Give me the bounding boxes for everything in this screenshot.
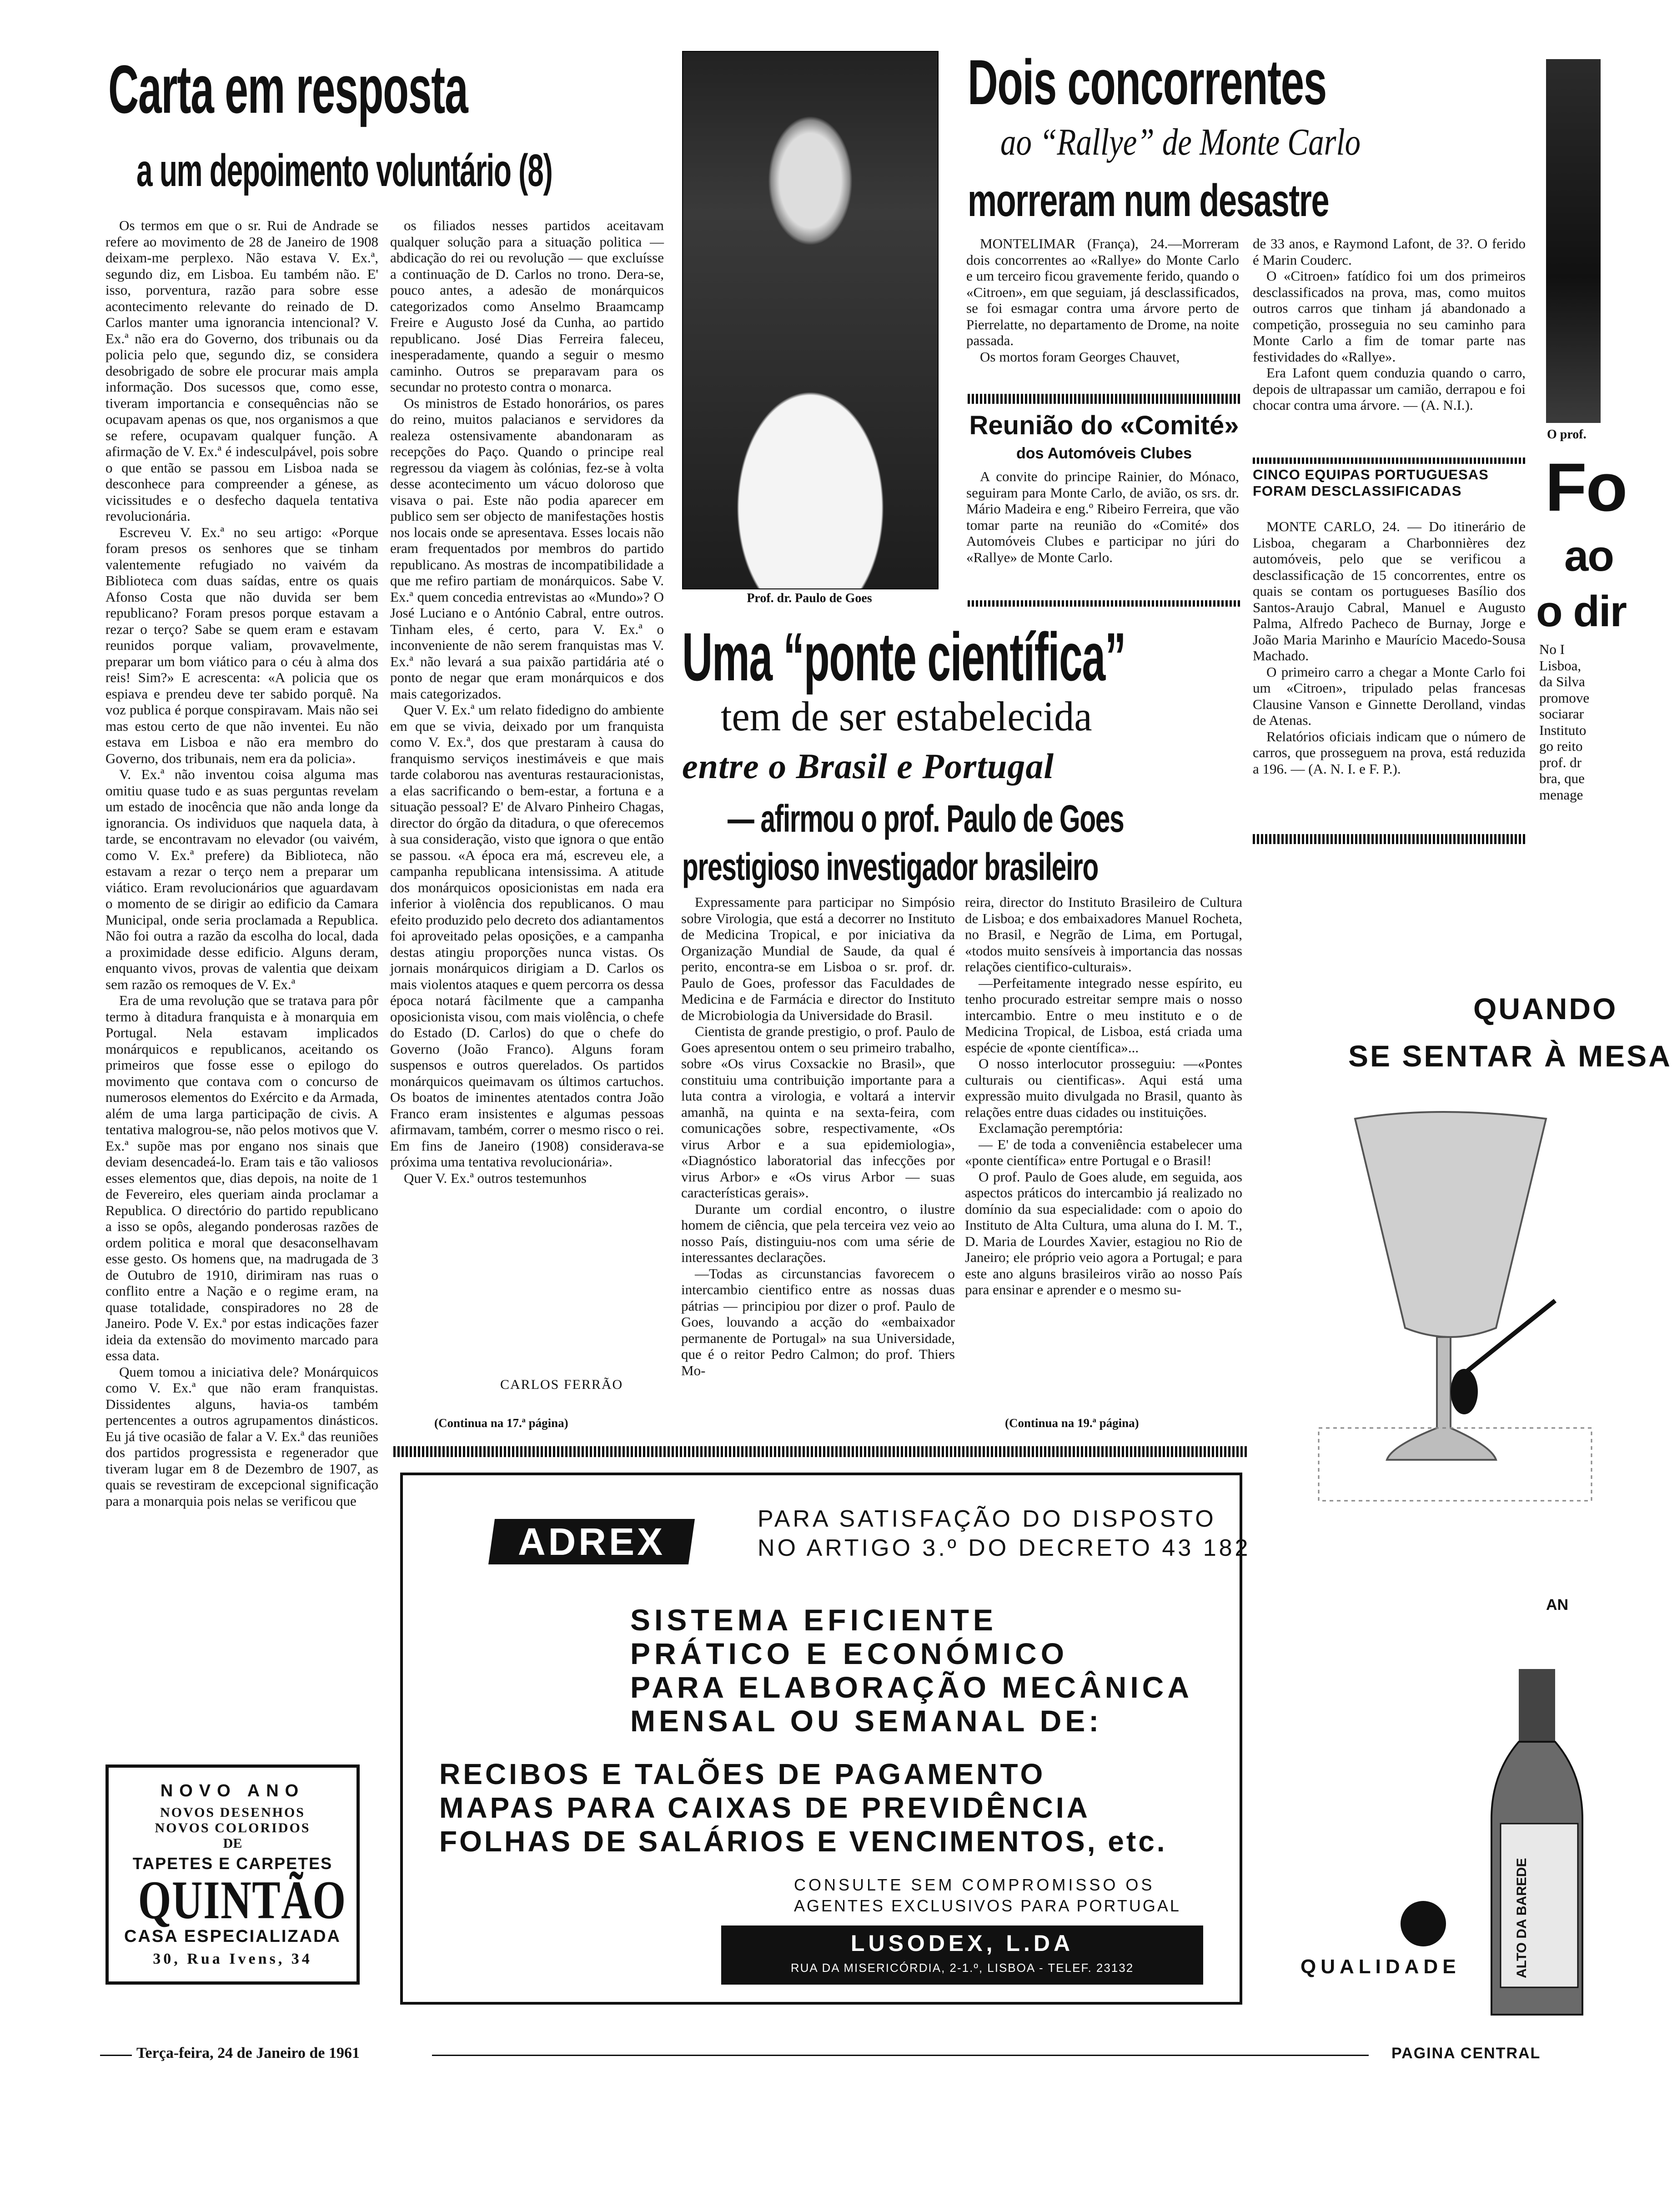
edge-ad-bottle-label-box xyxy=(1514,1828,1532,1978)
article1-title: Carta em resposta xyxy=(108,51,468,127)
edge-ad-mesa: SE SENTAR À MESA xyxy=(1348,1039,1672,1073)
article2-col2 xyxy=(1253,236,1526,454)
article1-author: CARLOS FERRÃO xyxy=(500,1377,623,1392)
ad-quintao-line: CASA ESPECIALIZADA xyxy=(124,1927,341,1946)
edge-text-line: da Silva xyxy=(1539,674,1585,689)
article2-title2-box xyxy=(968,175,1491,229)
article2-sub1-body xyxy=(966,468,1239,587)
ad-adrex xyxy=(400,1473,1251,2005)
edge-caption: O prof. xyxy=(1547,427,1587,442)
article1-title-box xyxy=(108,50,631,132)
edge-text-line: promove xyxy=(1539,689,1590,706)
paragraph: —Perfeitamente integrado nesse espírito, eu tenho procurado estreitar sempre mais o nosso intercambio. Entre o meu instituto e o de Medicina Tropical, de Lisboa, está criada uma espécie de «ponte científica»... xyxy=(965,975,1242,1056)
paragraph: Exclamação peremptória: xyxy=(979,1120,1123,1136)
edge-text-line: bra, que xyxy=(1539,770,1585,786)
paragraph: Os mortos foram Georges Chauvet, xyxy=(980,348,1180,365)
paragraph: —Todas as circunstancias favorecem o intercambio cientifico entre as nossas duas pátrias — principiou por dizer o prof. Paulo de Goes, louvando a acção do «embaixador permanente de Portugal» na sua Universidade, que é o reitor Pedro Calmon; do prof. Thiers Mo- xyxy=(681,1265,955,1378)
edge-text xyxy=(1539,641,1601,819)
footer-rule xyxy=(100,2055,132,2056)
adrex-decree-line1: PARA SATISFAÇÃO DO DISPOSTO xyxy=(758,1506,1216,1532)
rule-divider xyxy=(393,1446,1248,1457)
adrex-item: RECIBOS E TALÕES DE PAGAMENTO xyxy=(439,1758,1046,1790)
glass-stem xyxy=(1387,1337,1496,1460)
article1-col2 xyxy=(390,217,664,1375)
article2-subtitle-box xyxy=(1000,120,1523,170)
paragraph: Quer V. Ex.ª um relato fidedigno do ambiente em que se vivia, deixado por um franquista como V. Ex.ª, dos que prestaram à causa do franquismo serviços inestimáveis e que mais tarde colaborou nas aventuras restauracionistas, a elas sacrificando o bem-estar, a fortuna e a situação pessoal? E' de Alvaro Pinheiro Chagas, director do órgão da ditadura, o que oferecemos à sua consideração, visto que ignora o que então se passou. «A época era má, escreveu ele, a campanha republicana intensissima. A atitude dos monárquicos oposicionistas em nada era inferior à violência dos republicanos. O mau efeito produzido pelo decreto dos adiantamentos foi aproveitado pelas oposições, e a campanha destas atingiu proporções nunca vistas. Os jornais monárquicos dirigiam a D. Carlos os mais violentos ataques e quem percorra os dessa época notará fàcilmente que a campanha oposicionista visou, com mais violência, o chefe do Estado (D. Carlos) do que o chefe do Governo (João Franco). Alguns foram suspensos e outros querelados. Os partidos monárquicos queimavam os últimos cartuchos. Os boatos de iminentes atentados contra João Franco eram insistentes e algumas pessoas afirmavam, também, correr o mesmo risco o rei. Em fins de Janeiro (1908) considerava-se próxima uma tentativa revolucionária». xyxy=(390,702,664,1170)
article3-title: Uma “ponte científica” xyxy=(682,618,1126,695)
ad-quintao-line: NOVO ANO xyxy=(160,1781,305,1800)
article2-title: Dois concorrentes xyxy=(968,46,1326,118)
edge-ad-bottle-label: ALTO DA BAREDE xyxy=(1514,1858,1529,1978)
paragraph: Quer V. Ex.ª outros testemunhos xyxy=(404,1170,587,1186)
edge-photo xyxy=(1546,59,1601,423)
footer-page: PAGINA CENTRAL xyxy=(1391,2045,1541,2062)
ad-quintao-brand: QUINTÃO xyxy=(138,1870,346,1930)
spoon-icon xyxy=(1451,1369,1478,1414)
edge-big-2: ao xyxy=(1564,532,1614,580)
paragraph: Era Lafont quem conduzia quando o carro, depois de ultrapassar um camião, derrapou e foi chocar contra uma árvore. — (A. N.I.). xyxy=(1253,365,1526,413)
photo-paulo-de-goes xyxy=(682,51,939,589)
bottle-label xyxy=(1501,1824,1578,1987)
adrex-agent-address: RUA DA MISERICÓRDIA, 2-1.º, LISBOA - TELEF. 23132 xyxy=(790,1961,1134,1975)
article3-line2: tem de ser estabelecida xyxy=(721,693,1092,739)
paragraph: Expressamente para participar no Simpósio sobre Virologia, que está a decorrer no Instituto de Medicina Tropical, e por iniciativa da Organização Mundial de Saude, da qual é perito, encontra-se em Lisboa o sr. prof. dr. Paulo de Goes, professor das Faculdades de Medicina e de Farmácia e director do Instituto de Microbiologia da Universidade do Brasil. xyxy=(681,894,955,1023)
adrex-consult-line2: AGENTES EXCLUSIVOS PARA PORTUGAL xyxy=(794,1896,1181,1915)
adrex-system-line: PARA ELABORAÇÃO MECÂNICA xyxy=(630,1670,1193,1704)
article1-continued: (Continua na 17.ª página) xyxy=(434,1416,568,1430)
edge-text-line: prof. dr xyxy=(1539,754,1582,770)
edge-ad-qualidade: QUALIDADE xyxy=(1300,1956,1461,1978)
edge-text-line: go reito xyxy=(1539,738,1583,754)
edge-text-line: menage xyxy=(1539,786,1583,803)
rule-divider xyxy=(1253,457,1526,464)
paragraph: reira, director do Instituto Brasileiro de Cultura de Lisboa; e dos embaixadores Manuel Rocheta, no Brasil, e Negrão de Lima, em Portugal, «todos muito sensíveis à importancia das nossas relações cientifico-culturais». xyxy=(965,894,1242,975)
article3-col1 xyxy=(681,894,955,1403)
paragraph: — E' de toda a conveniência estabelecer uma «ponte científica» entre Portugal e o Brasil! xyxy=(965,1136,1242,1168)
edge-ad-bottle-illustration xyxy=(1473,1669,1601,2024)
ad-quintao-line: NOVOS DESENHOS xyxy=(160,1805,305,1820)
footer-rule xyxy=(432,2055,1369,2056)
rule-divider xyxy=(968,394,1240,404)
article3-title-box xyxy=(682,618,1246,695)
article3-line3-box xyxy=(682,746,1228,791)
article1-col1 xyxy=(105,217,378,1720)
article3-line4: — afirmou o prof. Paulo de Goes xyxy=(728,797,1124,840)
adrex-item: MAPAS PARA CAIXAS DE PREVIDÊNCIA xyxy=(439,1791,1090,1824)
article2-subtitle: ao “Rallye” de Monte Carlo xyxy=(1000,121,1361,163)
adrex-agent: LUSODEX, L.DA xyxy=(850,1930,1074,1956)
ad-quintao-line: DE xyxy=(223,1836,242,1851)
paragraph: Durante um cordial encontro, o ilustre homem de ciência, que pela terceira vez veio ao nosso País, distinguiu-nos com uma série de interessantes declarações. xyxy=(681,1201,955,1265)
paragraph: de 33 anos, e Raymond Lafont, de 3?. O ferido é Marin Couderc. xyxy=(1253,236,1526,268)
ad-quintao-brand-box xyxy=(109,1870,356,1930)
paragraph: Relatórios oficiais indicam que o número de carros, que prosseguem na prova, está reduzida a 196. — (A. N. I. e F. P.). xyxy=(1253,728,1526,777)
quality-seal-icon xyxy=(1401,1901,1446,1946)
article3-line3: entre o Brasil e Portugal xyxy=(682,746,1054,786)
adrex-agent-box xyxy=(721,1925,1203,1985)
article2-sub2-body xyxy=(1253,518,1526,828)
ad-quintao-line: TAPETES E CARPETES xyxy=(132,1854,333,1873)
article2-title-box xyxy=(968,45,1491,118)
paragraph: Quem tomou a iniciativa dele? Monárquicos como V. Ex.ª que não eram franquistas. Dissidentes alguns, havia-os também pertencentes a outros agrupamentos dinásticos. Eu já tive ocasião de falar a V. Ex.ª das reuniões dos partidos progressista e regenerador que tiveram lugar em 8 de Dezembro de 1907, as quais se revestiram de excepcional significação para a monarquia pois nelas se verificou que xyxy=(105,1363,378,1509)
article2-col1 xyxy=(966,236,1239,386)
edge-ad-quando: QUANDO xyxy=(1473,992,1618,1026)
paragraph: MONTE CARLO, 24. — Do itinerário de Lisboa, chegaram a Charbonnières dez automóveis, pelo que se verificou a desclassificação de 15 concorrentes, entre os quais se contam os portugueses Basílio dos Santos-Araujo Cabral, Manuel e Augusto Palma, Alfredo Pacheco de Burnay, Jorge e João Maria Marinho e Maurício Macedo-Sousa Machado. xyxy=(1253,518,1526,664)
paragraph: O nosso interlocutor prosseguiu: —«Pontes culturais ou cientificas». Aqui está uma expressão muito divulgada no Brasil, quanto às relações entre duas cidades ou instituições. xyxy=(965,1056,1242,1120)
edge-big-1: Fo xyxy=(1545,449,1627,525)
ad-quintao-line: NOVOS COLORIDOS xyxy=(155,1820,311,1835)
edge-text-line: No I xyxy=(1539,641,1565,657)
article3-line5-box xyxy=(682,845,1228,890)
ad-quintao-address: 30, Rua Ivens, 34 xyxy=(153,1951,312,1967)
edge-ad-an: AN xyxy=(1546,1596,1569,1614)
ad-quintao xyxy=(105,1765,360,1985)
adrex-consult-line1: CONSULTE SEM COMPROMISSO OS xyxy=(794,1875,1155,1894)
article2-sub2-title: CINCO EQUIPAS PORTUGUESAS FORAM DESCLASSIFICADAS xyxy=(1253,467,1489,499)
edge-text-line: Instituto xyxy=(1539,722,1587,738)
adrex-system-line: MENSAL OU SEMANAL DE: xyxy=(630,1704,1103,1738)
paragraph: Escreveu V. Ex.ª no seu artigo: «Porque foram presos os senhores que se tinham valentemente refugiado no vaivém da Biblioteca com duas saídas, entre os quais Afonso Costa que não duvida ser bem republicano? Foram presos porque estavam a rezar o terço? Sabe se quem eram e estavam reunidos porque valiam, provavelmente, preparar um bom viático para o céu à alma dos reis! Sim?» E acrescenta: «A policia que os espiava e prendeu deve ter sabido porquê. Na voz publica é porque conspiravam. Mais não sei mas estou certo de que não inventei. Eu não estava em Lisboa e não era membro do Governo, dos tribunais, nem era da policia». xyxy=(105,524,378,766)
rule-divider xyxy=(1253,834,1526,844)
paragraph: Os ministros de Estado honorários, os pares do reino, muitos palacianos e servidores da realeza ostensivamente abandonaram as recepções do Paço. Quando o principe real regressou da viagem às colónias, fez-se à volta desse acontecimento um vácuo doloroso que visava o pai. Este não podia aparecer em publico sem ser objecto de manifestações hostis nos locais onde se apresentava. Esses locais não eram frequentados por membros do partido republicano. As mostras de incompatibilidade a que me refiro partiam de monárquicos. Sabe V. Ex.ª quem concedia entrevistas ao «Mundo»? O José Luciano e o António Cabral, entre outros. Tinham eles, é certo, para V. Ex.ª o inconveniente de não serem franquistas mas V. Ex.ª não levará a sua paixão partidária até o ponto de negar que eram monárquicos e dos mais categorizados. xyxy=(390,395,664,702)
rule-divider xyxy=(968,600,1240,607)
edge-text-line: sociarar xyxy=(1539,706,1584,722)
paragraph: Cientista de grande prestigio, o prof. Paulo de Goes apresentou ontem o seu primeiro trabalho, sobre «Os virus Coxsackie no Brasil», que constituiu uma contribuição importante para a luta contra a virologia, e voltará a intervir amanhã, na quinta e na sexta-feira, com comunicações sobre, respectivamente, «Os virus Arbor e a sua epidemiologia», «Diagnóstico laboratorial das infecções por virus Arbor» e «Os virus Arbor — suas características gerais». xyxy=(681,1023,955,1201)
article2-sub1-title: Reunião do «Comité» xyxy=(969,411,1239,440)
paragraph: MONTELIMAR (França), 24.—Morreram dois concorrentes ao «Rallye» do Monte Carlo e um terceiro ficou gravemente ferido, quando o «Citroen», em que seguiam, já desclassificados, se foi esmagar contra uma árvore perto de Pierrelatte, no departamento de Drome, na noite passada. xyxy=(966,236,1239,348)
article3-line4-box xyxy=(728,797,1273,842)
photo-caption: Prof. dr. Paulo de Goes xyxy=(747,591,872,605)
footer-date: Terça-feira, 24 de Janeiro de 1961 xyxy=(136,2045,360,2061)
paragraph: os filiados nesses partidos aceitavam qualquer solução para a situação politica — abdicação do rei ou revolução — que excluísse a continuação de D. Carlos no trono. Dera-se, pouco antes, a adesão de monárquicos categorizados como Anselmo Braamcamp Freire e Augusto José da Cunha, ao partido republicano. José Dias Ferreira faleceu, inesperadamente, quando a seguir o mesmo caminho. Outros se preparavam para os secundar no protesto contra o monarca. xyxy=(390,217,664,395)
edge-big-3: o dir xyxy=(1536,587,1626,636)
paragraph: O «Citroen» fatídico foi um dos primeiros desclassificados na prova, mas, como muitos outros carros que tinham já abandonado a competição, prosseguia no seu caminho para Monte Carlo a fim de tomar parte nas festividades do «Rallye». xyxy=(1253,268,1526,365)
adrex-system-line: PRÁTICO E ECONÓMICO xyxy=(630,1637,1069,1670)
article2-title2: morreram num desastre xyxy=(968,175,1329,226)
article1-subtitle-box xyxy=(136,145,659,208)
article3-col2 xyxy=(965,894,1242,1394)
edge-text-line: Lisboa, xyxy=(1539,657,1582,674)
bottle-neck xyxy=(1519,1669,1555,1742)
paragraph: Os termos em que o sr. Rui de Andrade se refere ao movimento de 28 de Janeiro de 1908 deixam-me perplexo. Não estava V. Ex.ª, segundo diz, em Lisboa. Eu também não. E' isso, porventura, razão para sobre esse acontecimento relevante do reinado de D. Carlos manter uma ignorancia intencional? V. Ex.ª não era do Governo, dos tribunais ou da policia pelo que, segundo diz, se considera desobrigado de sobre ele procurar mais ampla informação. Dos sucessos que, como esse, tiveram importancia e consequências não se ocupavam apenas os que, nos organismos a que se refere, ocupavam qualquer função. A afirmação de V. Ex.ª é indesculpável, pois sobre o que então se passou em Lisboa nada se desconhece para compreender a génese, as vicissitudes e o desfecho daquela tentativa revolucionária. xyxy=(105,217,378,524)
paragraph: V. Ex.ª não inventou coisa alguma mas omitiu quase tudo e as suas perguntas revelam um estado de inocência que não anda longe da ignorancia. Os individuos que naquela data, à tarde, se encontravam no elevador (ou vaivém, como V. Ex.ª prefere) da Biblioteca, não estavam a rezar o terço nem a preparar um viático. Eram revolucionários que aguardavam o momento de se dirigir ao edificio da Camara Municipal, onde seria proclamada a Republica. Não foi outra a razão da escolha do local, dada a proximidade desse edificio. Alguns deram, enquanto vivos, provas de valentia que deixam sem razão os remoques de V. Ex.ª xyxy=(105,766,378,992)
paragraph: A convite do principe Rainier, do Mónaco, seguiram para Monte Carlo, de avião, os srs. dr. Mário Madeira e eng.º Ribeiro Ferreira, que vão tomar parte na reunião do «Comité» dos Automóveis Clubes e participar no júri do «Rallye» de Monte Carlo. xyxy=(966,468,1239,565)
adrex-item: FOLHAS DE SALÁRIOS E VENCIMENTOS, etc. xyxy=(439,1825,1167,1858)
adrex-system-line: SISTEMA EFICIENTE xyxy=(630,1603,997,1637)
adrex-decree-line2: NO ARTIGO 3.º DO DECRETO 43 182 xyxy=(758,1535,1251,1561)
paragraph: O prof. Paulo de Goes alude, em seguida, aos aspectos práticos do intercambio já realizado no domínio da sua especialidade: com o apoio do Instituto de Alta Cultura, uma aluna do I. M. T., D. Maria de Lourdes Xavier, estagiou no Rio de Janeiro; ele próprio veio agora a Portugal; e para este ano alguns brasileiros virão ao nosso País para ensinar e aprender e o mesmo su- xyxy=(965,1168,1242,1297)
article3-line5: prestigioso investigador brasileiro xyxy=(682,845,1098,888)
paragraph: Era de uma revolução que se tratava para pôr termo à ditadura franquista e à monarquia em Portugal. Nela estavam implicados monárquicos e republicanos, aceitando os primeiros que fosse esse o epilogo do movimento que contava com o concurso de numerosos elementos do Exército e da Armada, além de uma larga participação de civis. A tentativa malogrou-se, não pelos motivos que V. Ex.ª supõe mas por engano nos sinais que deviam desencadeá-lo. Eram tais e tão valiosos esses elementos que, dias depois, na noite de 1 de Fevereiro, eles queriam ainda proclamar a Republica. O directório do partido republicano a isso se opôs, alegando ponderosas razões de ordem politica e moral que desaconselhavam esse gesto. Os homens que, na madrugada de 3 de Outubro de 1910, dirimiram nas ruas o conflito entre a Nação e o regime eram, na quase totalidade, conspiradores no 28 de Janeiro. Pode V. Ex.ª por estas indicações fazer ideia da extensão do movimento marcado para essa data. xyxy=(105,992,378,1363)
article1-subtitle: a um depoimento voluntário (8) xyxy=(136,145,552,196)
article3-line2-box xyxy=(721,692,1266,738)
paragraph: O primeiro carro a chegar a Monte Carlo foi um «Citroen», tripulado pelas francesas Clausine Vanson e Ginnette Derolland, vindas de Atenas. xyxy=(1253,664,1526,728)
article2-sub1-subtitle: dos Automóveis Clubes xyxy=(1016,445,1192,462)
adrex-logo: ADREX xyxy=(517,1520,666,1563)
article3-continued: (Continua na 19.ª página) xyxy=(1005,1416,1139,1430)
glass-bowl xyxy=(1355,1112,1546,1337)
edge-ad-glass-illustration xyxy=(1300,1101,1601,1555)
